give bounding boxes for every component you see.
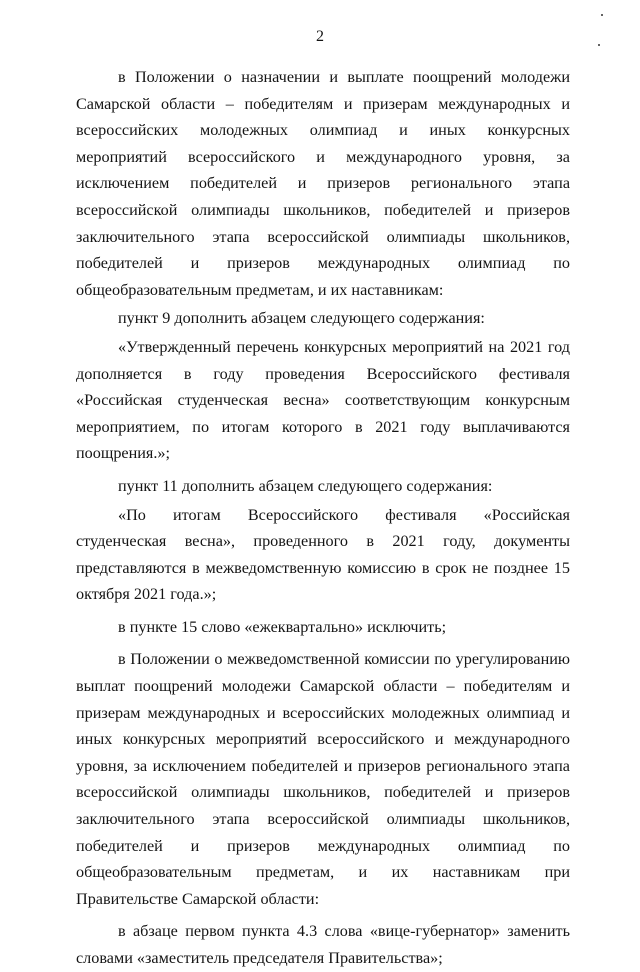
paragraph-item-4-3: в абзаце первом пункта 4.3 слова «вице-губернатор» заменить словами «заместитель председателя Правительства»; <box>76 922 570 967</box>
paragraph-regulation-commission: в Положении о межведомственной комиссии по урегулированию выплат поощрений молодежи Самарской области – победителям и призерам международных и всероссийских молодежных олимпиад и иных конкурсных мероприятий всероссийского и международного уровня, за исключением победителей и призеров регионального этапа всероссийской олимпиады школьников, победителей и призеров заключительного этапа всероссийской олимпиады школьников, победителей и призеров международных олимпиад по общеобразовательным предметам, и их наставникам при Правительстве Самарской области: <box>76 650 570 908</box>
paragraph-regulation-awards: в Положении о назначении и выплате поощрений молодежи Самарской области – победителям и призерам международных и всероссийских молодежных олимпиад и иных конкурсных мероприятий всероссийского и международного уровня, за исключением победителей и призеров регионального этапа всероссийской олимпиады школьников, победителей и призеров заключительного этапа всероссийской олимпиады школьников, победителей и призеров международных олимпиад по общеобразовательным предметам, и их наставникам: <box>76 68 570 299</box>
document-body <box>76 64 570 972</box>
scan-speck <box>601 14 603 16</box>
paragraph-item-9-text: «Утвержденный перечень конкурсных мероприятий на 2021 год дополняется в году проведения Всероссийского фестиваля «Российская студенческая весна» соответствующим конкурсным мероприятием, по итогам которого в 2021 году выплачиваются поощрения.»; <box>76 337 570 463</box>
paragraph-item-11-intro: пункт 11 дополнить абзацем следующего содержания: <box>118 476 493 495</box>
paragraph-item-9-intro: пункт 9 дополнить абзацем следующего содержания: <box>118 309 485 328</box>
scan-speck <box>598 44 600 46</box>
paragraph-item-11-text: «По итогам Всероссийского фестиваля «Российская студенческая весна», проведенного в 2021 году, документы представляются в межведомственную комиссию в срок не позднее 15 октября 2021 года.»; <box>76 505 570 604</box>
page-number: 2 <box>316 28 324 45</box>
paragraph-item-15: в пункте 15 слово «ежеквартально» исключить; <box>118 617 447 636</box>
